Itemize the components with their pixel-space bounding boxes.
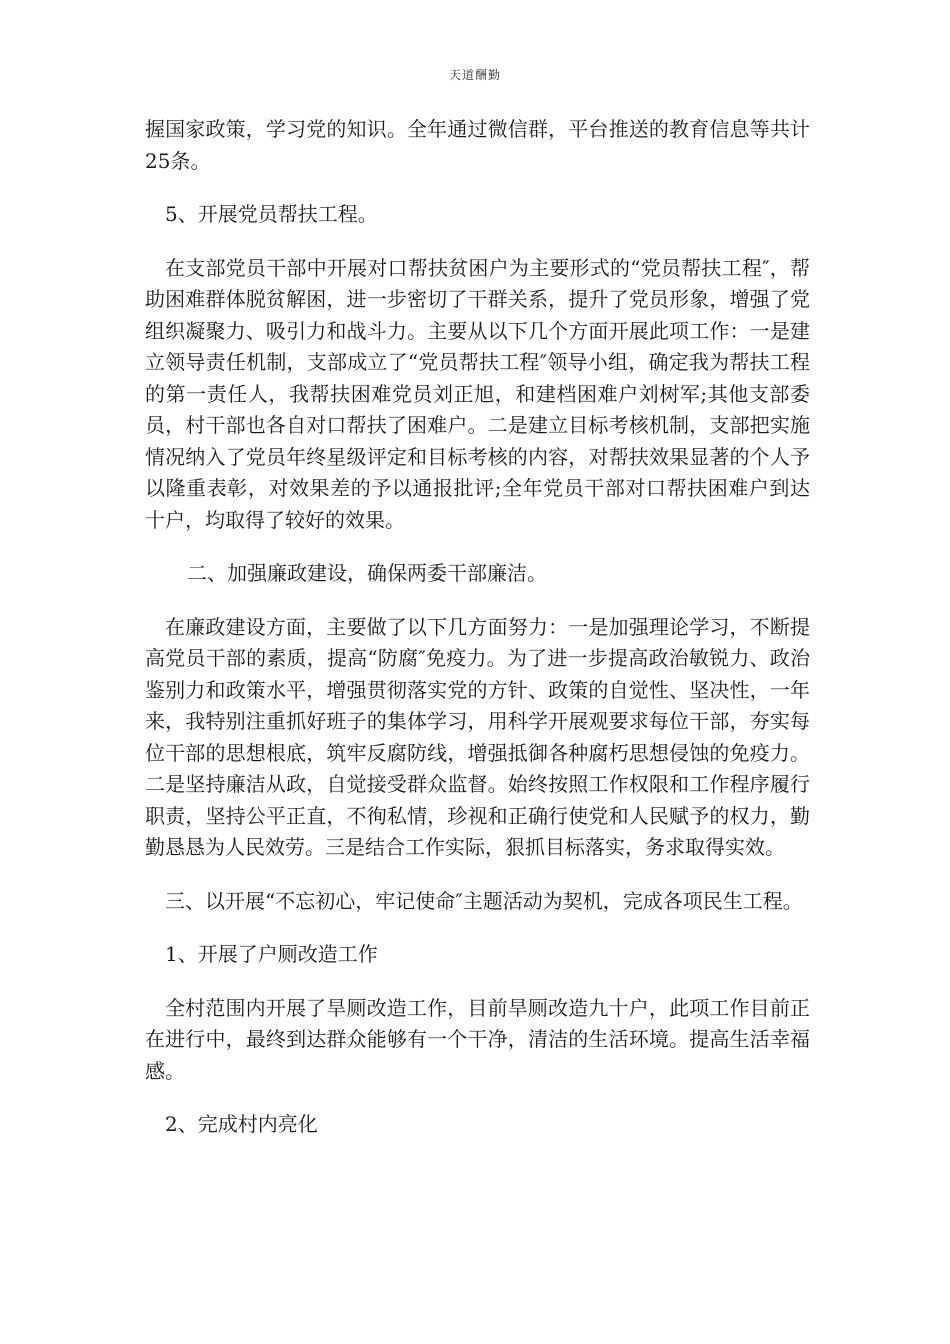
subheading-2: 2、完成村内亮化 (165, 1112, 318, 1136)
section-heading-2: 二、加强廉政建设，确保两委干部廉洁。 (187, 561, 547, 585)
subheading-1: 1、开展了户厕改造工作 (165, 942, 378, 966)
paragraph-party-assistance: 在支部党员干部中开展对口帮扶贫困户为主要形式的“党员帮扶工程″，帮助困难群体脱贫解困，进一步密切了干群关系，提升了党员形象，增强了党组织凝聚力、吸引力和战斗力。主要从以下几个方面开展此项工作：一是建立领导责任机制，支部成立了“党员帮扶工程″领导小组，确定我为帮扶工程的第一责任人，我帮扶困难党员刘正旭，和建档困难户刘树军;其他支部委员，村干部也各自对口帮扶了困难户。二是建立目标考核机制，支部把实施情况纳入了党员年终星级评定和目标考核的内容，对帮扶效果显著的个人予以隆重表彰，对效果差的予以通报批评;全年党员干部对口帮扶困难户到达十户，均取得了较好的效果。 (145, 255, 810, 532)
paragraph-integrity: 在廉政建设方面，主要做了以下几方面努力：一是加强理论学习，不断提高党员干部的素质，提高“防腐″免疫力。为了进一步提高政治敏锐力、政治鉴别力和政策水平，增强贯彻落实党的方针、政策的自觉性、坚决性，一年来，我特别注重抓好班子的集体学习，用科学开展观要求每位干部，夯实每位干部的思想根底，筑牢反腐防线，增强抵御各种腐朽思想侵蚀的免疫力。二是坚持廉洁从政，自觉接受群众监督。始终按照工作权限和工作程序履行职责，坚持公平正直，不徇私情，珍视和正确行使党和人民赋予的权力，勤勤恳恳为人民效劳。三是结合工作实际，狠抓目标落实，务求取得实效。 (145, 614, 810, 859)
page-header: 天道酬勤 (448, 68, 501, 82)
document-body (145, 114, 810, 1141)
section-heading-3: 三、以开展“不忘初心，牢记使命″主题活动为契机，完成各项民生工程。 (165, 888, 803, 913)
paragraph-toilet-renovation: 全村范围内开展了旱厕改造工作，目前旱厕改造九十户，此项工作目前正在进行中，最终到达群众能够有一个干净，清洁的生活环境。提高生活幸福感。 (145, 995, 810, 1083)
subheading-5: 5、开展党员帮扶工程。 (165, 202, 378, 226)
paragraph-continuation: 握国家政策，学习党的知识。全年通过微信群，平台推送的教育信息等共计25条。 (145, 117, 810, 173)
